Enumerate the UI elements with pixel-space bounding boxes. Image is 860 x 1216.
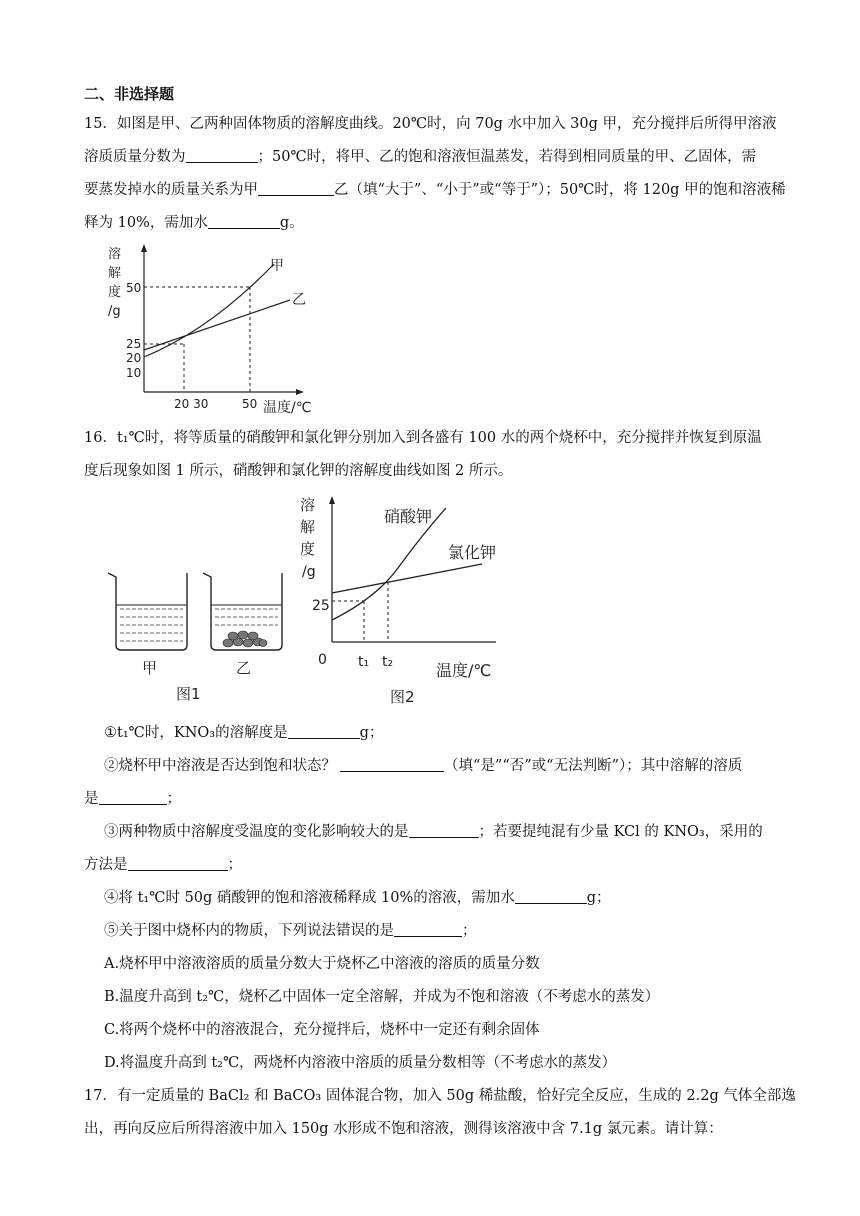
q16-blank4[interactable]: [409, 823, 479, 838]
q16-sub1a: ①t₁℃时，KNO₃的溶解度是: [104, 725, 288, 741]
q16-blank1[interactable]: [288, 724, 360, 739]
q16-fig2-graph: [296, 490, 526, 708]
q16-sub2-cont: [84, 789, 181, 809]
q16-sub4b: g；: [586, 890, 611, 906]
q16-fig1-beakers: [102, 565, 292, 707]
fig2-label-kno3: 硝酸钾: [384, 507, 433, 526]
q15-curve-yi: [144, 300, 290, 350]
q15-label-yi: 乙: [292, 292, 306, 308]
fig2-ylabel-4: /g: [302, 564, 316, 580]
q16-blank2[interactable]: [340, 757, 444, 772]
q15-ytick-10: 10: [126, 366, 142, 380]
q15-line3a: 要蒸发掉水的质量关系为甲: [84, 182, 258, 198]
q16-sub2b: （填“是”“否”或“无法判断”）；其中溶解的溶质: [444, 758, 743, 774]
beaker-yi-label: 乙: [236, 659, 252, 677]
q16-sub3a: ③两种物质中溶解度受温度的变化影响较大的是: [104, 824, 409, 840]
undissolved-solid: [223, 631, 267, 647]
q16-sub3: [104, 822, 763, 842]
fig2-y-arrow: [329, 496, 335, 504]
q15-ylabel-1: 溶: [108, 247, 122, 262]
q15-line2: [84, 147, 756, 167]
q15-ylabel-3: 度: [108, 285, 122, 300]
q15-line4: [84, 213, 304, 233]
q15-line2b: ；50℃时，将甲、乙的饱和溶液恒温蒸发，若得到相同质量的甲、乙固体，需: [257, 149, 757, 165]
q16-sub1: [104, 723, 383, 743]
q16-line1: 16．t₁℃时，将等质量的硝酸钾和氯化钾分别加入到各盛有 100 水的两个烧杯中，充分搅拌并恢复到原温: [84, 430, 762, 446]
q16-option-a: A.烧杯甲中溶液溶质的质量分数大于烧杯乙中溶液的溶质的质量分数: [104, 956, 540, 972]
q16-sub3c: 方法是: [84, 857, 128, 873]
q16-sub3d: ；: [227, 857, 242, 873]
q15-line2a: 溶质质量分数为: [84, 149, 186, 165]
q16-blank7[interactable]: [394, 922, 462, 937]
q16-sub2a: ②烧杯甲中溶液是否达到饱和状态？: [104, 758, 336, 774]
fig2-xtick-t2: t₂: [382, 654, 394, 670]
q16-sub3b: ；若要提纯混有少量 KCl 的 KNO₃，采用的: [478, 824, 763, 840]
q16-sub2c: 是: [84, 791, 99, 807]
q15-ytick-20: 20: [126, 351, 142, 365]
q15-x-arrow: [296, 389, 304, 395]
beaker-jia-label: 甲: [142, 659, 158, 677]
q16-blank6[interactable]: [515, 889, 587, 904]
fig2-curve-kcl: [332, 564, 482, 593]
q16-sub3-cont: [84, 855, 242, 875]
q16-sub4: [104, 888, 611, 908]
q15-xlabel: 温度/℃: [263, 400, 312, 416]
q16-sub5: [104, 921, 477, 941]
q16-sub1b: g；: [359, 725, 384, 741]
q16-blank3[interactable]: [99, 790, 167, 805]
q15-ytick-50: 50: [126, 281, 142, 295]
fig2-caption: 图2: [390, 688, 415, 706]
q15-solubility-graph: [100, 242, 330, 418]
q15-xtick-20-30: 20 30: [174, 397, 209, 411]
q15-blank2[interactable]: [258, 181, 334, 196]
q16-sub5b: ；: [462, 923, 477, 939]
section-title: 二、非选择题: [84, 85, 175, 103]
q16-line2: 度后现象如图 1 所示，硝酸钾和氯化钾的溶解度曲线如图 2 所示。: [84, 463, 513, 479]
fig2-xtick-t1: t₁: [358, 654, 370, 670]
q17-line2: 出，再向反应后所得溶液中加入 150g 水形成不饱和溶液，测得该溶液中含 7.1g 氯元素。请计算：: [84, 1121, 723, 1137]
fig2-ylabel-3: 度: [300, 540, 316, 558]
fig2-label-kcl: 氯化钾: [448, 543, 497, 562]
q15-line3b: 乙（填“大于”、“小于”或“等于”）；50℃时，将 120g 甲的饱和溶液稀: [334, 182, 786, 198]
q15-ylabel-2: 解: [108, 266, 122, 281]
q16-option-b: B.温度升高到 t₂℃，烧杯乙中固体一定全溶解，并成为不饱和溶液（不考虑水的蒸发）: [104, 989, 660, 1005]
q15-line4a: 释为 10%，需加水: [84, 215, 208, 231]
fig1-caption: 图1: [176, 685, 201, 703]
fig2-xlabel: 温度/℃: [436, 661, 492, 680]
fig2-origin: 0: [318, 652, 327, 668]
fig2-ylabel-2: 解: [300, 518, 316, 536]
q15-y-arrow: [141, 244, 147, 252]
q16-sub5a: ⑤关于图中烧杯内的物质，下列说法错误的是: [104, 923, 394, 939]
q16-option-c: C.将两个烧杯中的溶液混合，充分搅拌后，烧杯中一定还有剩余固体: [104, 1022, 540, 1038]
q17-line1: 17．有一定质量的 BaCl₂ 和 BaCO₃ 固体混合物，加入 50g 稀盐酸，恰好完全反应，生成的 2.2g 气体全部逸: [84, 1088, 796, 1104]
q15-line1: 15．如图是甲、乙两种固体物质的溶解度曲线。20℃时，向 70g 水中加入 30g 甲，充分搅拌后所得甲溶液: [84, 116, 777, 132]
q15-xtick-50: 50: [242, 397, 258, 411]
q16-blank5[interactable]: [128, 856, 228, 871]
beaker-yi: [203, 573, 282, 650]
beaker-jia: [108, 573, 187, 650]
q16-sub4a: ④将 t₁℃时 50g 硝酸钾的饱和溶液稀释成 10%的溶液，需加水: [104, 890, 515, 906]
q15-blank3[interactable]: [208, 214, 280, 229]
q16-sub2d: ；: [166, 791, 181, 807]
q16-option-d: D.将温度升高到 t₂℃，两烧杯内溶液中溶质的质量分数相等（不考虑水的蒸发）: [104, 1055, 617, 1071]
q15-ytick-25: 25: [126, 337, 142, 351]
q16-sub2: [104, 756, 742, 776]
q15-line4b: g。: [279, 215, 304, 231]
q15-ylabel-4: /g: [108, 304, 121, 319]
fig2-ylabel-1: 溶: [300, 496, 316, 514]
q15-blank1[interactable]: [186, 148, 258, 163]
q15-line3: [84, 180, 786, 200]
fig2-ytick-25: 25: [312, 598, 330, 614]
q15-label-jia: 甲: [270, 258, 284, 274]
